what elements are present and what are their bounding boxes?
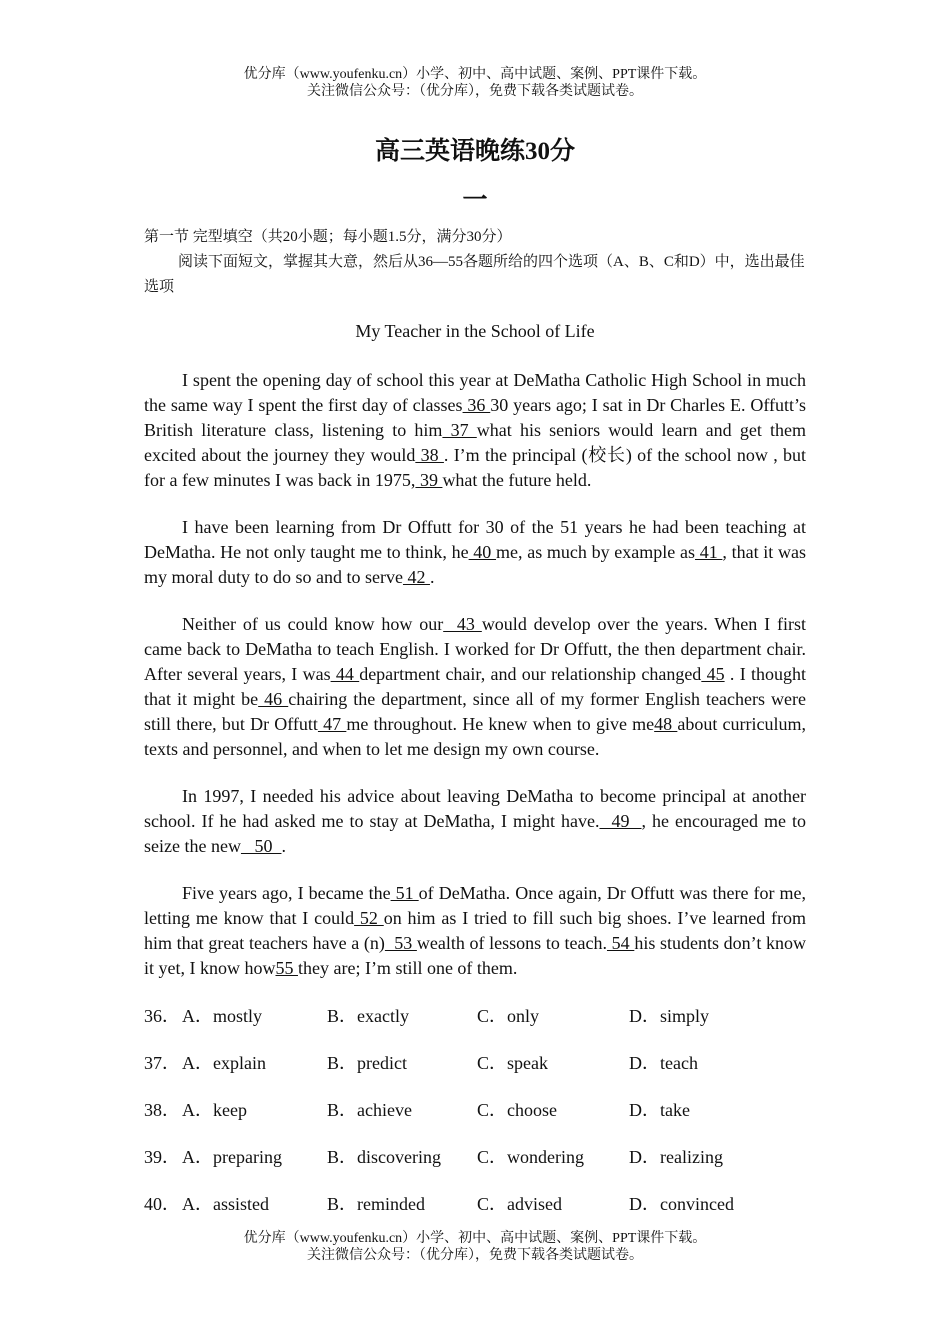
- blank-45: 45: [701, 664, 725, 684]
- blank-39: 39: [415, 470, 443, 490]
- option-b: B．predict: [327, 1053, 407, 1073]
- directions-text: 阅读下面短文，掌握其大意，然后从36—55各题所给的四个选项（A、B、C和D）中，选出最佳选项: [144, 254, 805, 295]
- question-number: 40．: [144, 1194, 180, 1214]
- question-row: [144, 1002, 806, 1049]
- blank-41: 41: [694, 542, 723, 562]
- passage-title: My Teacher in the School of Life: [355, 321, 595, 341]
- question-number: 39．: [144, 1147, 180, 1167]
- header-line-1: 优分库（www.youfenku.cn）小学、初中、高中试题、案例、PPT课件下载。: [243, 67, 707, 82]
- blank-44: 44: [330, 664, 360, 684]
- blank-50: 50: [240, 836, 282, 856]
- question-options: [144, 1002, 806, 1237]
- option-b: B．discovering: [327, 1147, 441, 1167]
- instructions: [144, 225, 806, 300]
- paragraph-3: Neither of us could know how our 43 would develop over the years. When I first came back to DeMatha to teach English. I worked for Dr Offutt, the then department chair. After several years, I was 44 department chair, and our relationship changed 45 . I thought that it might be 46 chairing the department, since all of my former English teachers were still there, but Dr Offutt 47 me throughout. He knew when to give me48 about curriculum, texts and personnel, and when to let me design my own course.: [144, 614, 807, 759]
- option-b: B．exactly: [327, 1006, 409, 1026]
- option-c: C．speak: [477, 1053, 548, 1073]
- paragraph-2: I have been learning from Dr Offutt for 30 of the 51 years he had been teaching at DeMatha. He not only taught me to think, he 40 me, as much by example as 41 , that it was my moral duty to do so and to serve 42 .: [144, 517, 807, 587]
- option-d: D．realizing: [629, 1147, 723, 1167]
- blank-54: 54: [606, 933, 635, 953]
- option-a: A．assisted: [182, 1194, 269, 1214]
- blank-51: 51: [390, 883, 419, 903]
- option-b: B．achieve: [327, 1100, 412, 1120]
- question-number: 36．: [144, 1006, 180, 1026]
- paragraph-1: I spent the opening day of school this year at DeMatha Catholic High School in much the same way I spent the first day of classes 36 30 years ago; I sat in Dr Charles E. Offutt’s British literature class, listening to him 37 what his seniors would learn and get them excited about the journey they would 38 . I’m the principal (校长) of the school now , but for a few minutes I was back in 1975, 39 what the future held.: [144, 370, 807, 490]
- page-header: [0, 66, 950, 100]
- option-a: A．explain: [182, 1053, 266, 1073]
- page-subtitle: 一: [462, 187, 488, 214]
- question-row: [144, 1143, 806, 1190]
- option-d: D．simply: [629, 1006, 710, 1026]
- option-c: C．only: [477, 1006, 540, 1026]
- page-title: 高三英语晚练30分: [374, 138, 575, 165]
- page-footer: [0, 1230, 950, 1264]
- blank-40: 40: [468, 542, 497, 562]
- blank-37: 37: [442, 420, 477, 440]
- question-row: [144, 1049, 806, 1096]
- blank-38: 38: [415, 445, 444, 465]
- passage: [144, 368, 806, 1003]
- option-c: C．choose: [477, 1100, 557, 1120]
- blank-42: 42: [402, 567, 430, 587]
- blank-43: 43: [443, 614, 482, 634]
- option-a: A．mostly: [182, 1006, 263, 1026]
- question-number: 37．: [144, 1053, 180, 1073]
- blank-55: 55: [275, 958, 298, 978]
- option-d: D．convinced: [629, 1194, 734, 1214]
- option-a: A．keep: [182, 1100, 247, 1120]
- blank-53: 53: [384, 933, 417, 953]
- option-b: B．reminded: [327, 1194, 425, 1214]
- option-c: C．advised: [477, 1194, 562, 1214]
- paragraph-5: Five years ago, I became the 51 of DeMatha. Once again, Dr Offutt was there for me, letting me know that I could 52 on him as I tried to fill such big shoes. I’ve learned from him that great teachers have a (n) 53 wealth of lessons to teach. 54 his students don’t know it yet, I know how55 they are; I’m still one of them.: [144, 883, 807, 978]
- question-row: [144, 1096, 806, 1143]
- blank-49: 49: [599, 811, 642, 831]
- option-d: D．teach: [629, 1053, 698, 1073]
- option-a: A．preparing: [182, 1147, 282, 1167]
- blank-48: 48: [654, 714, 678, 734]
- blank-52: 52: [354, 908, 384, 928]
- blank-46: 46: [258, 689, 289, 709]
- header-line-2: 关注微信公众号：（优分库），免费下载各类试题试卷。: [307, 84, 643, 99]
- footer-line-1: 优分库（www.youfenku.cn）小学、初中、高中试题、案例、PPT课件下载。: [243, 1231, 707, 1246]
- blank-36: 36: [462, 395, 491, 415]
- paragraph-4: In 1997, I needed his advice about leaving DeMatha to become principal at another school. If he had asked me to stay at DeMatha, I might have. 49 , he encouraged me to seize the new 50 .: [144, 786, 807, 856]
- blank-47: 47: [317, 714, 347, 734]
- footer-line-2: 关注微信公众号：（优分库），免费下载各类试题试卷。: [307, 1248, 643, 1263]
- option-c: C．wondering: [477, 1147, 584, 1167]
- section-heading: 第一节 完型填空（共20小题；每小题1.5分，满分30分）: [144, 229, 512, 245]
- question-number: 38．: [144, 1100, 180, 1120]
- option-d: D．take: [629, 1100, 690, 1120]
